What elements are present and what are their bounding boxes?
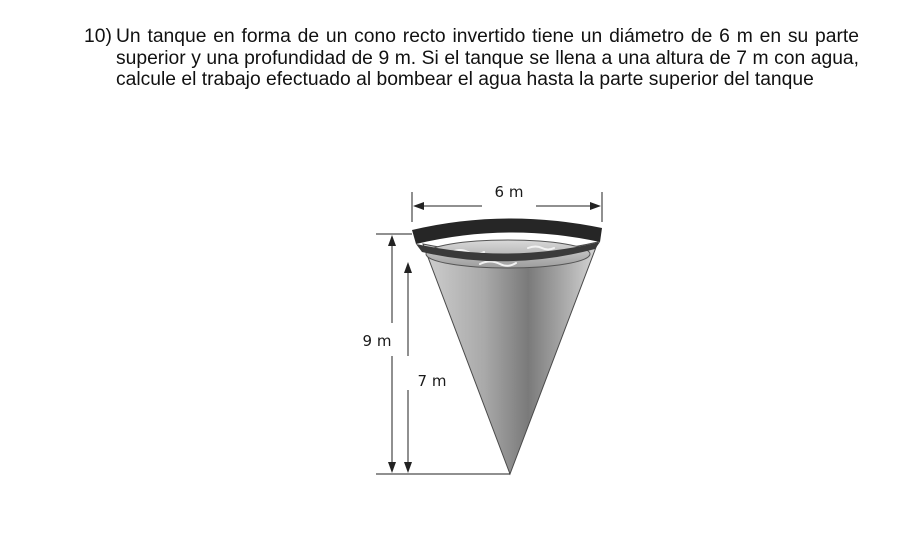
problem-text: Un tanque en forma de un cono recto invertido tiene un diámetro de 6 m en su parte superior y una profundidad de 9 m. Si el tanque se llena a una altura de 7 m con agua, calcule el trabajo efectuado al bombear el agua hasta la parte superior del tanque bbox=[116, 26, 859, 90]
diameter-arrow-left bbox=[413, 202, 424, 210]
depth-label: 9 m bbox=[362, 332, 392, 350]
water-height-arrow-top bbox=[404, 262, 412, 273]
problem-statement bbox=[84, 26, 859, 91]
water-height-label: 7 m bbox=[417, 372, 447, 390]
cone-tank-diagram bbox=[340, 178, 620, 488]
cone-body bbox=[423, 242, 598, 474]
depth-arrow-bottom bbox=[388, 462, 396, 473]
water-height-arrow-bottom bbox=[404, 462, 412, 473]
diameter-label: 6 m bbox=[494, 183, 524, 201]
cone-tank-figure bbox=[340, 178, 620, 488]
problem-number: 10) bbox=[84, 26, 112, 47]
diameter-arrow-right bbox=[590, 202, 601, 210]
depth-arrow-top bbox=[388, 235, 396, 246]
